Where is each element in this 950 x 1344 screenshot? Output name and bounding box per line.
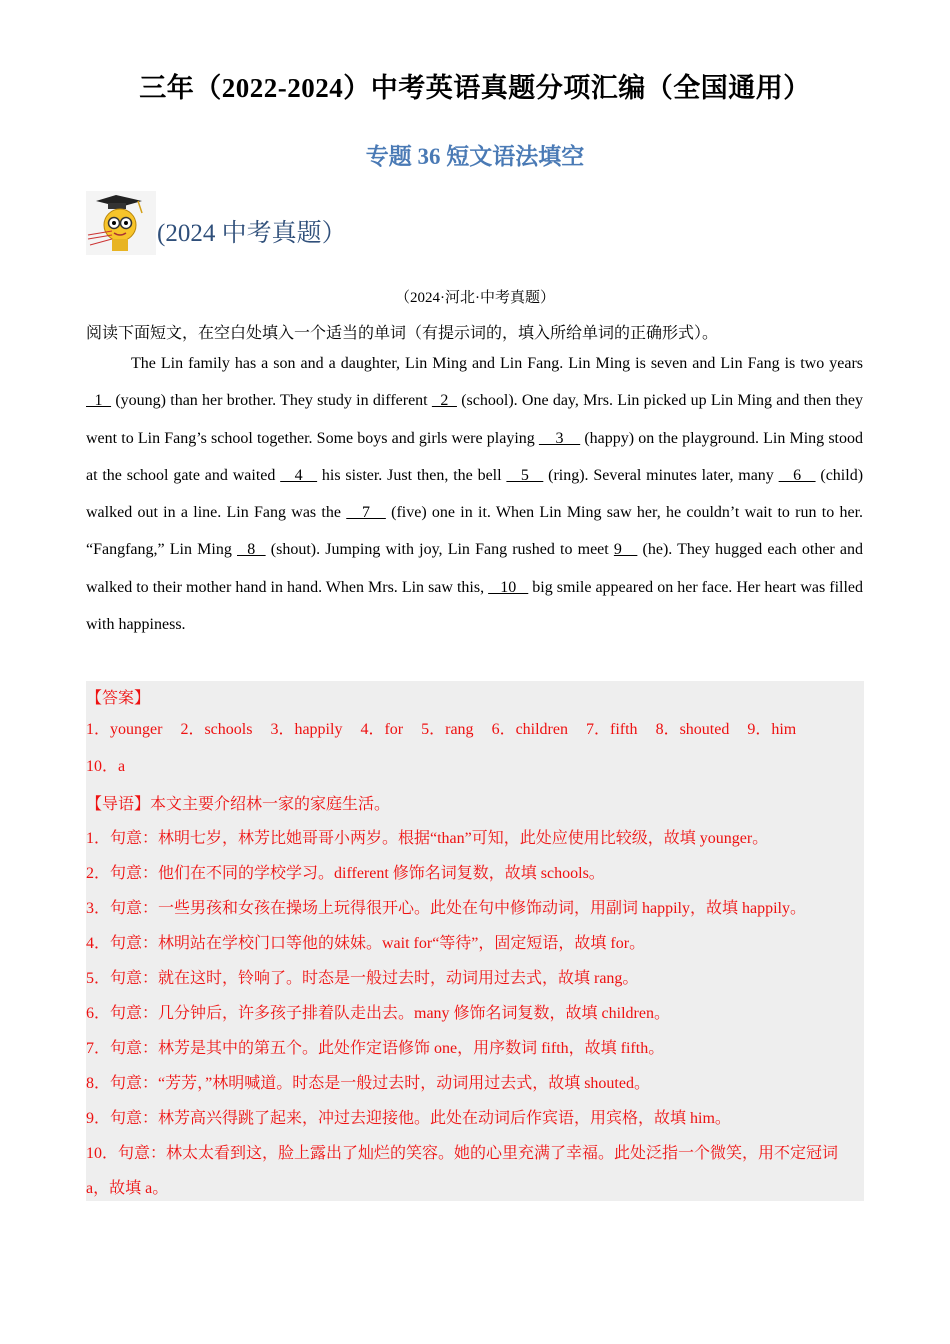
answer-blank[interactable]: 8 bbox=[237, 541, 266, 559]
answer-blank[interactable]: 3 bbox=[538, 429, 581, 447]
topic-subtitle: 专题 36 短文语法填空 bbox=[365, 144, 585, 169]
answer-blank[interactable]: 7 bbox=[346, 504, 386, 522]
answer-item: 8．shouted bbox=[655, 721, 730, 738]
answer-blank[interactable]: 9 bbox=[613, 541, 638, 559]
answer-item: 7．fifth bbox=[586, 721, 638, 738]
explanation-item: 2．句意：他们在不同的学校学习。different 修饰名词复数，故填 schools。 bbox=[86, 865, 605, 882]
answer-blank[interactable]: 2 bbox=[431, 392, 457, 410]
page-title: 三年（2022-2024）中考英语真题分项汇编（全国通用） bbox=[139, 73, 811, 103]
answer-blank[interactable]: 6 bbox=[778, 466, 816, 484]
question-instruction: 阅读下面短文，在空白处填入一个适当的单词（有提示词的，填入所给单词的正确形式）。 bbox=[86, 325, 719, 342]
explanation-item: 8．句意：“芳芳，”林明喊道。时态是一般过去时，动词用过去式，故填 shouted。 bbox=[86, 1075, 650, 1092]
passage-text: (ring). Several minutes later, many bbox=[543, 466, 779, 484]
explanation-item: 6．句意：几分钟后，许多孩子排着队走出去。many 修饰名词复数，故填 children。 bbox=[86, 1005, 670, 1022]
answer-guide: 【导语】本文主要介绍林一家的家庭生活。 bbox=[86, 796, 391, 813]
answer-item: 9．him bbox=[747, 721, 797, 738]
explanation-item: 9．句意：林芳高兴得跳了起来，冲过去迎接他。此处在动词后作宾语，用宾格，故填 him。 bbox=[86, 1110, 731, 1127]
passage-text: The Lin family has a son and a daughter, Lin Ming and Lin Fang. Lin Ming is seven and Lin Fang is two years bbox=[131, 355, 863, 372]
passage-text: (five) one in it. When Lin Ming saw her, he couldn’t wait to run to her. “Fangfang,” Lin Ming bbox=[86, 504, 864, 559]
answer-item: 6．children bbox=[491, 721, 568, 738]
passage-text: big smile appeared on her face. Her heart was filled with happiness. bbox=[86, 578, 864, 634]
mascot-icon bbox=[86, 191, 156, 255]
reading-passage bbox=[86, 345, 863, 643]
answer-heading: 【答案】 bbox=[86, 690, 151, 707]
answer-item: 5．rang bbox=[421, 721, 474, 738]
explanation-item: 1．句意：林明七岁，林芳比她哥哥小两岁。根据“than”可知，此处应使用比较级，故填 younger。 bbox=[86, 830, 769, 847]
passage-text: (child) walked out in a line. Lin Fang was the bbox=[86, 466, 864, 522]
answer-item: 4．for bbox=[360, 721, 404, 738]
passage-text: (young) than her brother. They study in different bbox=[111, 392, 432, 410]
answer-blank[interactable]: 1 bbox=[86, 392, 112, 410]
answer-item: 1．younger bbox=[86, 721, 163, 738]
question-source: （2024·河北·中考真题） bbox=[395, 290, 555, 306]
explanation-item: 10．句意：林太太看到这，脸上露出了灿烂的笑容。她的心里充满了幸福。此处泛指一个微笑，用不定冠词 a，故填 a。 bbox=[86, 1145, 839, 1197]
passage-paragraph bbox=[86, 345, 863, 643]
answer-blank[interactable]: 10 bbox=[488, 578, 529, 596]
answer-item: 10．a bbox=[86, 758, 126, 775]
section-label: (2024 中考真题） bbox=[157, 220, 347, 247]
passage-text: his sister. Just then, the bell bbox=[317, 466, 507, 484]
passage-text: (school). One day, Mrs. Lin picked up Lin Ming and then they went to Lin Fang’s school together. Some boys and girls were playing bbox=[86, 392, 864, 447]
explanation-item: 7．句意：林芳是其中的第五个。此处作定语修饰 one，用序数词 fifth，故填 fifth。 bbox=[86, 1040, 665, 1057]
answer-item: 3．happily bbox=[270, 721, 343, 738]
answer-list bbox=[86, 711, 864, 785]
passage-text: (he). They hugged each other and walked to their mother hand in hand. When Mrs. Lin saw this, bbox=[86, 541, 864, 596]
explanation-item: 4．句意：林明站在学校门口等他的妹妹。wait for“等待”，固定短语，故填 for。 bbox=[86, 935, 646, 952]
passage-text: (happy) on the playground. Lin Ming stood at the school gate and waited bbox=[86, 429, 864, 484]
answer-item: 2．schools bbox=[180, 721, 253, 738]
passage-text: (shout). Jumping with joy, Lin Fang rushed to meet bbox=[265, 541, 614, 559]
explanation-item: 5．句意：就在这时，铃响了。时态是一般过去时，动词用过去式，故填 rang。 bbox=[86, 970, 639, 987]
answer-blank[interactable]: 5 bbox=[506, 466, 544, 484]
answer-blank[interactable]: 4 bbox=[280, 466, 318, 484]
explanation-item: 3．句意：一些男孩和女孩在操场上玩得很开心。此处在句中修饰动词，用副词 happily，故填 happily。 bbox=[86, 900, 806, 917]
answer-section bbox=[86, 681, 864, 1201]
